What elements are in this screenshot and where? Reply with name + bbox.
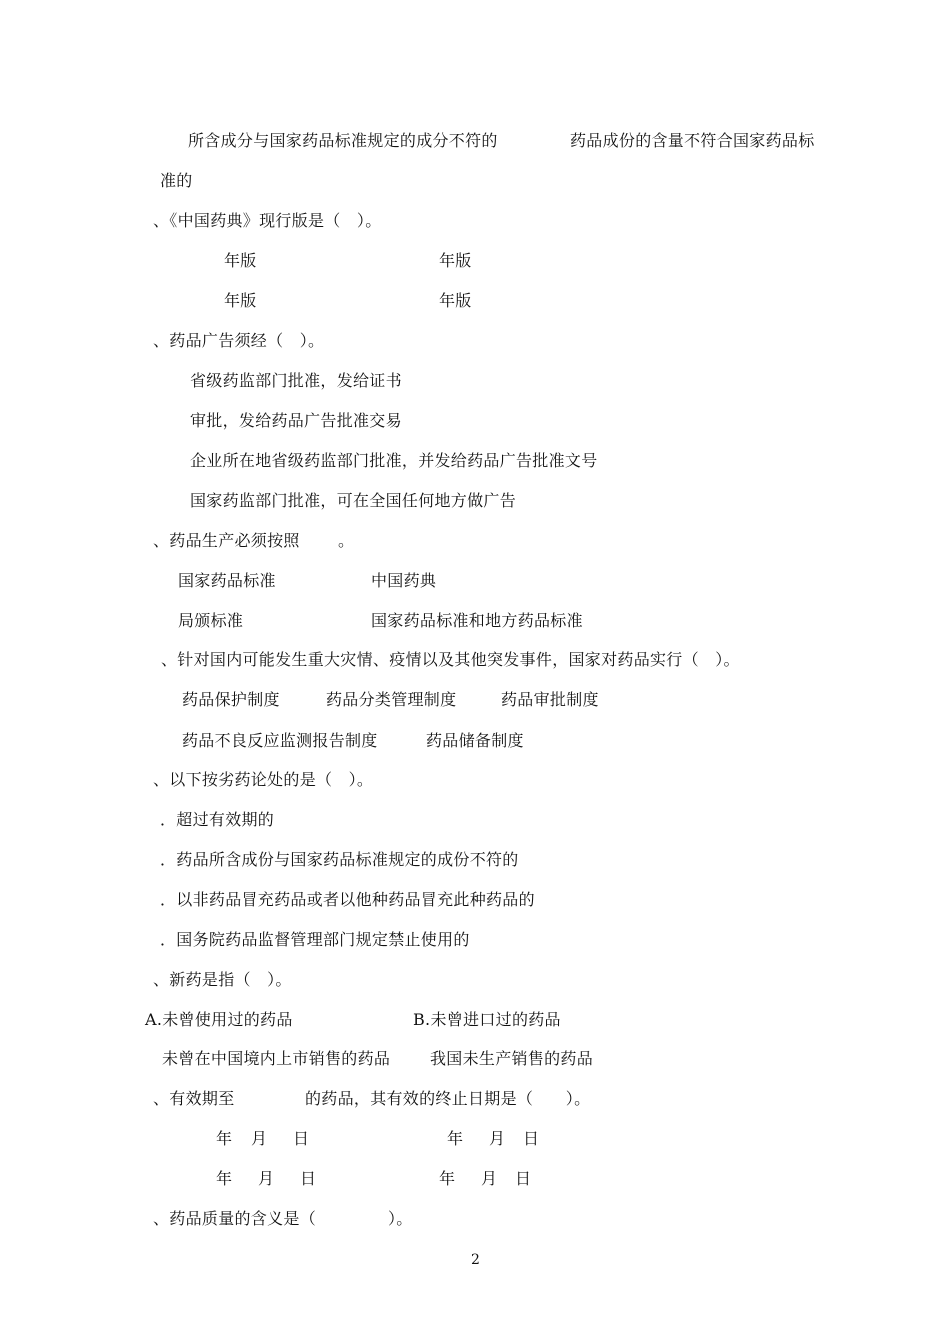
option-text: B.未曾进口过的药品 [413,1010,561,1029]
option-text: 日 [523,1129,540,1148]
text-segment: 所含成分与国家药品标准规定的成分不符的 [188,131,498,150]
text-line [570,131,815,151]
question-line [305,1089,590,1109]
question-line [153,211,382,231]
option-text: 药品不良反应监测报告制度 [182,731,378,750]
question-line [388,1209,413,1229]
option-text: 国家药品标准和地方药品标准 [371,611,583,630]
text-segment: 药品成份的含量不符合国家药品标 [570,131,815,150]
option-line [190,371,402,391]
option-line [371,571,436,591]
option-text: 省级药监部门批准，发给证书 [190,371,402,390]
text-segment: 准的 [160,171,193,190]
option-text: 年版 [439,291,472,310]
option-text: 日 [515,1169,532,1188]
question-text: 、《中国药典》现行版是（ ）。 [153,211,382,230]
question-line [153,770,373,790]
option-line [224,251,257,271]
question-text: 的药品，其有效的终止日期是（ ）。 [305,1089,591,1108]
question-text: ）。 [388,1209,413,1228]
option-line [258,1169,274,1189]
option-line [293,1129,309,1149]
option-text: 年 [216,1129,233,1148]
option-line [160,930,470,950]
option-text: 中国药典 [371,571,437,590]
option-text: 日 [300,1169,317,1188]
question-text: 、以下按劣药论处的是（ ）。 [153,770,374,789]
option-text: 未曾在中国境内上市销售的药品 [162,1049,391,1068]
option-line [501,690,599,710]
option-text: 局颁标准 [178,611,244,630]
question-line [153,1089,235,1109]
page-number: 2 [471,1252,480,1268]
question-line [161,650,740,670]
option-text: 年 [447,1129,464,1148]
option-line [481,1169,497,1189]
option-text: 月 [251,1129,268,1148]
option-text: 日 [293,1129,310,1148]
option-text: 药品审批制度 [501,690,599,709]
option-line [162,1049,390,1069]
option-line [426,731,524,751]
text-line [160,171,193,191]
question-text: 、药品质量的含义是（ [153,1209,317,1228]
option-line [178,611,243,631]
option-text: ．超过有效期的 [160,810,275,829]
option-line [413,1010,561,1030]
option-line [182,731,378,751]
option-line [300,1169,316,1189]
option-line [439,1169,455,1189]
option-line [251,1129,267,1149]
option-line [439,291,472,311]
text-line [188,131,498,151]
option-text: 年版 [224,251,257,270]
question-line [153,1209,316,1229]
option-text: 年 [216,1169,233,1188]
option-line [224,291,257,311]
option-text: 月 [258,1169,275,1188]
option-line [182,690,280,710]
option-text: 年 [439,1169,456,1188]
option-line [160,810,274,830]
question-text: 、有效期至 [153,1089,235,1108]
option-line [439,251,472,271]
option-text: 药品保护制度 [182,690,280,709]
option-line [190,491,516,511]
question-line [153,331,324,351]
question-text: 、药品生产必须按照 [153,531,300,550]
option-line [160,890,535,910]
option-line [447,1129,463,1149]
option-text: ．以非药品冒充药品或者以他种药品冒充此种药品的 [160,890,535,909]
question-text: 、针对国内可能发生重大灾情、疫情以及其他突发事件，国家对药品实行（ ）。 [161,650,740,669]
option-line [145,1010,293,1030]
option-line [489,1129,505,1149]
option-text: 我国未生产销售的药品 [430,1049,594,1068]
option-text: 药品储备制度 [426,731,524,750]
option-text: 月 [489,1129,506,1148]
question-line [338,531,354,551]
option-text: 国家药监部门批准，可在全国任何地方做广告 [190,491,517,510]
option-line [515,1169,531,1189]
option-line [178,571,276,591]
option-text: 国家药品标准 [178,571,276,590]
option-text: ．国务院药品监督管理部门规定禁止使用的 [160,930,470,949]
option-text: 年版 [224,291,257,310]
question-line [153,531,300,551]
option-line [523,1129,539,1149]
option-line [160,850,519,870]
question-text: 。 [338,531,355,550]
option-line [216,1169,232,1189]
option-line [216,1129,232,1149]
option-line [326,690,456,710]
option-text: A.未曾使用过的药品 [145,1010,293,1029]
option-line [190,411,402,431]
option-line [430,1049,593,1069]
option-text: ．药品所含成份与国家药品标准规定的成份不符的 [160,850,519,869]
option-text: 企业所在地省级药监部门批准，并发给药品广告批准文号 [190,451,598,470]
question-text: 、药品广告须经（ ）。 [153,331,325,350]
option-line [371,611,583,631]
question-text: 、新药是指（ ）。 [153,970,292,989]
option-text: 审批，发给药品广告批准交易 [190,411,402,430]
question-line [153,970,292,990]
option-text: 药品分类管理制度 [326,690,457,709]
option-text: 月 [481,1169,498,1188]
option-line [190,451,598,471]
option-text: 年版 [439,251,472,270]
